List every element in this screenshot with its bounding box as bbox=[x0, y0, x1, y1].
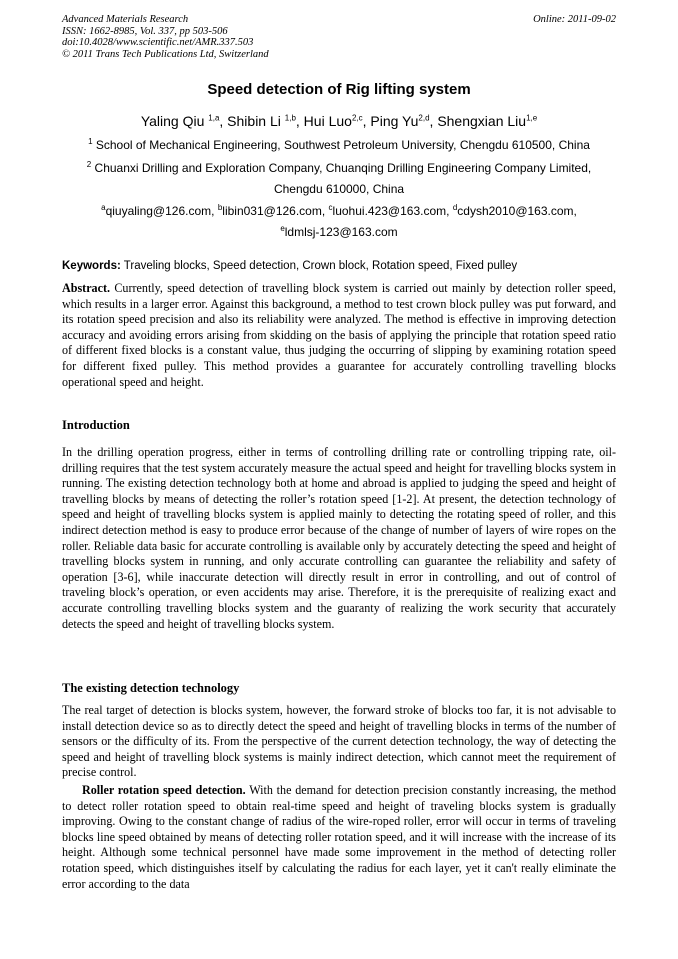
author-sup: 2,d bbox=[418, 113, 430, 123]
author-name: Shibin Li bbox=[227, 113, 281, 129]
copyright-line: © 2011 Trans Tech Publications Ltd, Switzerland bbox=[62, 48, 269, 60]
doi-line: doi:10.4028/www.scientific.net/AMR.337.503 bbox=[62, 37, 254, 48]
email-sup: d bbox=[452, 203, 458, 212]
issn-line: ISSN: 1662-8985, Vol. 337, pp 503-506 bbox=[62, 25, 228, 37]
affiliation-2 bbox=[62, 157, 616, 179]
author-name: Hui Luo bbox=[303, 113, 352, 129]
email-list bbox=[62, 200, 616, 222]
online-date: Online: 2011-09-02 bbox=[533, 14, 616, 25]
section-heading-existing: The existing detection technology bbox=[62, 681, 240, 695]
email-list-line2 bbox=[62, 221, 616, 243]
abstract bbox=[62, 281, 616, 390]
email-address[interactable]: qiuyaling@126.com, bbox=[105, 204, 215, 218]
email-sup: b bbox=[217, 203, 223, 212]
author-sup: 2,c bbox=[351, 113, 363, 123]
abstract-label: Abstract. bbox=[62, 281, 111, 295]
abstract-text: Currently, speed detection of travelling block system is carried out mainly by detection roller speed, which results in a larger error. Against this background, a method to test crown block pulley was put forward, and its rotation speed precision and also its reliability were analyzed. The method is effective in improving detection accuracy and avoiding errors arising from skidding on the basis of applying the principle that rotation speed ratio of different fixed blocks is a constant value, thus judging the occurring of slipping by examining rotation speed for different fixed pulley. This method provides a guarantee for accurately controlling travelling blocks operational speed and height. bbox=[62, 281, 616, 389]
author-list: Yaling Qiu $^{1,a}$, Shibin Li $^{1,b}$, Hui Luo$^{2,c}$, Ping Yu$^{2,d}$, Shengxian Liu$^{1,e}$ bbox=[140, 113, 538, 129]
affiliation-text: School of Mechanical Engineering, Southwest Petroleum University, Chengdu 610500, China bbox=[95, 138, 590, 152]
email-sup: a bbox=[101, 203, 106, 212]
subsection-text: With the demand for detection precision constantly increasing, the method to detect roller rotation speed to obtain real-time speed and height of traveling blocks system is gradually improving. Owing to the constant change of radius of the wire-roped roller, error will occur in terms of traveling blocks line speed obtained by means of detecting roller rotation speed, and it will increase with the increase of its height. Although some technical personnel have made some improvement in the method of detecting roller rotation speed, which distinguishes itself by calculating the radius for each layer, yet it can't really eliminate the error according to the data bbox=[62, 783, 617, 891]
affiliation-sup: 1 bbox=[88, 137, 93, 146]
author-sup: 1,e bbox=[526, 113, 538, 123]
affiliation-2-city: Chengdu 610000, China bbox=[273, 182, 405, 196]
affiliation-text: Chuanxi Drilling and Exploration Company, Chuanqing Drilling Engineering Company Limited, bbox=[94, 161, 592, 175]
author-name: Ping Yu bbox=[370, 113, 419, 129]
keywords-text: Traveling blocks, Speed detection, Crown block, Rotation speed, Fixed pulley bbox=[123, 260, 518, 272]
keywords-label: Keywords: bbox=[62, 260, 121, 272]
keywords bbox=[62, 260, 616, 272]
email-address[interactable]: cdysh2010@163.com, bbox=[457, 204, 577, 218]
affiliation-1 bbox=[62, 134, 616, 156]
paper-title: Speed detection of Rig lifting system bbox=[207, 81, 471, 98]
author-sup: 1,a bbox=[208, 113, 220, 123]
journal-header bbox=[62, 14, 269, 60]
email-sup: c bbox=[328, 203, 333, 212]
existing-body: The real target of detection is blocks system, however, the forward stroke of blocks too far, it is not advisable to install detection device so as to directly detect the speed and height of travelling blocks in terms of the number of sensors or the difficulty of its. From the perspective of the current detection technology, the way of detecting the speed and height of travelling block systems is mainly indirect detection, which cannot meet the requirement of precise control. bbox=[62, 703, 616, 780]
author-sup: 1,b bbox=[284, 113, 296, 123]
roller-speed-paragraph bbox=[62, 783, 616, 892]
author-name: Shengxian Liu bbox=[437, 113, 527, 129]
introduction-body: In the drilling operation progress, either in terms of controlling drilling rate or controlling tripping rate, oil-drilling requires that the test system accurately measure the actual speed and height for travelling blocks system in running. The existing detection technology both at home and abroad is applied to judging the speed and height of travelling blocks by means of detecting the roller’s rotation speed [1-2]. At present, the detection technology of speed and height of travelling blocks system is applied mainly to detecting the rotating speed of roller, and this indirect detection method is easy to produce error because of the change of number of layers of wire ropes on the roller. Reliable data basic for accurate controlling is available only by accurately detecting the speed and height of travelling blocks system in running, and only accurate controlling can guarantee the reliability and safety of operation [3-6], while inaccurate detection will directly result in error in controlling, and out of control of traveling block’s operation, or even accidents may arise. Therefore, it is the prerequisite of realizing exact and accurate controlling travelling blocks system and the guaranty of realizing the work security that accurately detects the speed and height of travelling blocks system. bbox=[62, 445, 616, 631]
email-address[interactable]: luohui.423@163.com, bbox=[332, 204, 450, 218]
email-address[interactable]: ldmlsj-123@163.com bbox=[284, 225, 398, 239]
author-name: Yaling Qiu bbox=[140, 113, 205, 129]
subsection-label: Roller rotation speed detection. bbox=[82, 783, 246, 797]
email-address[interactable]: libin031@126.com, bbox=[222, 204, 326, 218]
email-sup: e bbox=[280, 224, 285, 233]
section-heading-introduction: Introduction bbox=[62, 418, 130, 432]
journal-name: Advanced Materials Research bbox=[62, 14, 189, 25]
affiliation-sup: 2 bbox=[86, 160, 92, 169]
